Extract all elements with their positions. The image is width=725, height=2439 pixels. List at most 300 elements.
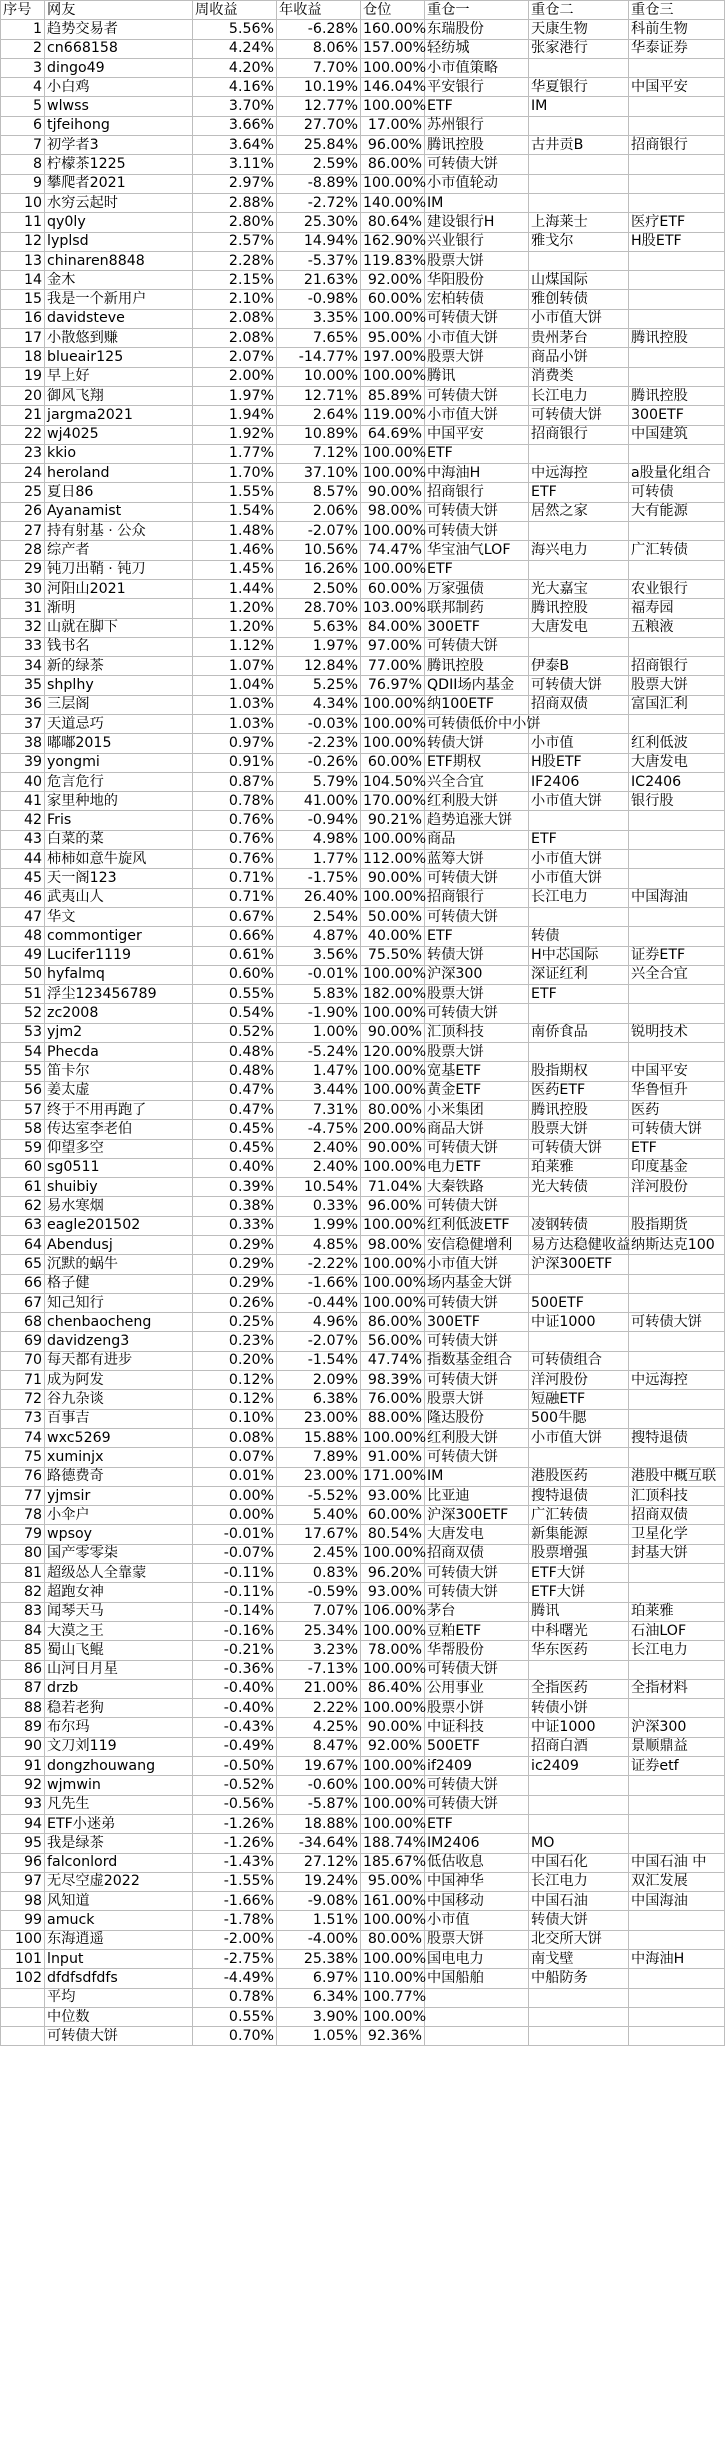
row-index-cell: 27 <box>1 522 45 541</box>
top-holding-2-cell: 易方达稳健收益 <box>529 1236 629 1255</box>
top-holding-1-cell: 场内基金大饼 <box>425 1274 529 1293</box>
weekly-return-cell: -0.52% <box>193 1776 277 1795</box>
weekly-return-cell: 0.66% <box>193 927 277 946</box>
user-name-cell: jargma2021 <box>45 406 193 425</box>
user-name-cell: 稳若老狗 <box>45 1699 193 1718</box>
weekly-return-cell: -0.07% <box>193 1544 277 1563</box>
top-holding-1-cell: 公用事业 <box>425 1679 529 1698</box>
row-index-cell: 75 <box>1 1448 45 1467</box>
row-index-cell: 10 <box>1 193 45 212</box>
top-holding-1-cell: ETF <box>425 927 529 946</box>
user-name-cell: cn668158 <box>45 39 193 58</box>
row-index-cell: 81 <box>1 1564 45 1583</box>
top-holding-3-cell <box>629 155 725 174</box>
top-holding-2-cell: 腾讯控股 <box>529 599 629 618</box>
table-row <box>1 792 725 811</box>
top-holding-1-cell <box>425 1988 529 2007</box>
table-row <box>1 251 725 270</box>
annual-return-cell: 10.89% <box>277 425 361 444</box>
table-row <box>1 309 725 328</box>
weekly-return-cell: -0.49% <box>193 1737 277 1756</box>
table-row <box>1 695 725 714</box>
top-holding-1-cell: 可转债大饼 <box>425 1583 529 1602</box>
table-row <box>1 522 725 541</box>
user-name-cell: dongzhouwang <box>45 1757 193 1776</box>
position-cell: 100.00% <box>361 174 425 193</box>
position-cell: 104.50% <box>361 772 425 791</box>
top-holding-1-cell: QDII场内基金 <box>425 676 529 695</box>
annual-return-cell: 4.25% <box>277 1718 361 1737</box>
table-row <box>1 78 725 97</box>
weekly-return-cell: 1.07% <box>193 657 277 676</box>
top-holding-3-cell: 农业银行 <box>629 579 725 598</box>
annual-return-cell: 1.51% <box>277 1911 361 1930</box>
top-holding-3-cell <box>629 1255 725 1274</box>
top-holding-2-cell: 南戈壁 <box>529 1949 629 1968</box>
position-cell: 95.00% <box>361 329 425 348</box>
weekly-return-cell: 3.70% <box>193 97 277 116</box>
weekly-return-cell: 0.76% <box>193 830 277 849</box>
position-cell: 161.00% <box>361 1892 425 1911</box>
top-holding-1-cell: 股票大饼 <box>425 1043 529 1062</box>
weekly-return-cell: -1.26% <box>193 1834 277 1853</box>
annual-return-cell: 8.47% <box>277 1737 361 1756</box>
weekly-return-cell: 2.08% <box>193 329 277 348</box>
row-index-cell: 83 <box>1 1602 45 1621</box>
position-cell: 92.36% <box>361 2027 425 2046</box>
top-holding-1-cell: 300ETF <box>425 618 529 637</box>
annual-return-cell: 21.63% <box>277 271 361 290</box>
row-index-cell: 57 <box>1 1100 45 1119</box>
user-name-cell: 持有射基 · 公众 <box>45 522 193 541</box>
user-name-cell: yongmi <box>45 753 193 772</box>
table-row <box>1 329 725 348</box>
top-holding-3-cell <box>629 1834 725 1853</box>
weekly-return-cell: 2.00% <box>193 367 277 386</box>
position-cell: 119.83% <box>361 251 425 270</box>
weekly-return-cell: 1.54% <box>193 502 277 521</box>
position-cell: 17.00% <box>361 116 425 135</box>
user-name-cell: 凡先生 <box>45 1795 193 1814</box>
position-cell: 80.54% <box>361 1525 425 1544</box>
table-row <box>1 1679 725 1698</box>
top-holding-3-cell <box>629 290 725 309</box>
user-name-cell: 终于不用再跑了 <box>45 1100 193 1119</box>
position-cell: 76.00% <box>361 1390 425 1409</box>
annual-return-cell: 23.00% <box>277 1467 361 1486</box>
position-cell: 50.00% <box>361 907 425 926</box>
user-name-cell: 钝刀出鞘 · 钝刀 <box>45 560 193 579</box>
position-cell: 96.20% <box>361 1564 425 1583</box>
weekly-return-cell: 0.67% <box>193 907 277 926</box>
row-index-cell: 93 <box>1 1795 45 1814</box>
table-row <box>1 1351 725 1370</box>
row-index-cell: 102 <box>1 1969 45 1988</box>
row-index-cell: 76 <box>1 1467 45 1486</box>
table-row <box>1 1158 725 1177</box>
row-index-cell: 5 <box>1 97 45 116</box>
weekly-return-cell: 0.71% <box>193 869 277 888</box>
top-holding-3-cell <box>629 1293 725 1312</box>
user-name-cell: 柠檬茶1225 <box>45 155 193 174</box>
top-holding-3-cell <box>629 1274 725 1293</box>
position-cell: 76.97% <box>361 676 425 695</box>
annual-return-cell: -7.13% <box>277 1660 361 1679</box>
top-holding-2-cell: 腾讯 <box>529 1602 629 1621</box>
weekly-return-cell: 1.45% <box>193 560 277 579</box>
table-row <box>1 946 725 965</box>
top-holding-3-cell <box>629 907 725 926</box>
top-holding-2-cell: ETF大饼 <box>529 1564 629 1583</box>
row-index-cell: 79 <box>1 1525 45 1544</box>
weekly-return-cell: 1.55% <box>193 483 277 502</box>
top-holding-2-cell: 中证1000 <box>529 1313 629 1332</box>
top-holding-1-cell: 中国平安 <box>425 425 529 444</box>
top-holding-1-cell: 可转债大饼 <box>425 869 529 888</box>
annual-return-cell: -5.87% <box>277 1795 361 1814</box>
top-holding-2-cell: 招商双债 <box>529 695 629 714</box>
top-holding-3-cell <box>629 193 725 212</box>
weekly-return-cell: 1.20% <box>193 599 277 618</box>
top-holding-2-cell: 光大转债 <box>529 1178 629 1197</box>
user-name-cell: qy0ly <box>45 213 193 232</box>
user-name-cell: 风知道 <box>45 1892 193 1911</box>
annual-return-cell: -0.98% <box>277 290 361 309</box>
annual-return-cell: -0.01% <box>277 965 361 984</box>
row-index-cell: 86 <box>1 1660 45 1679</box>
annual-return-cell: -4.00% <box>277 1930 361 1949</box>
row-index-cell: 67 <box>1 1293 45 1312</box>
position-cell: 75.50% <box>361 946 425 965</box>
top-holding-1-cell: 股票大饼 <box>425 348 529 367</box>
top-holding-2-cell <box>529 193 629 212</box>
annual-return-cell: 12.77% <box>277 97 361 116</box>
weekly-return-cell: 0.55% <box>193 2007 277 2026</box>
weekly-return-cell: 0.78% <box>193 792 277 811</box>
position-cell: 120.00% <box>361 1043 425 1062</box>
annual-return-cell: 12.84% <box>277 657 361 676</box>
weekly-return-cell: 2.07% <box>193 348 277 367</box>
top-holding-2-cell: 医药ETF <box>529 1081 629 1100</box>
top-holding-3-cell: 腾讯控股 <box>629 386 725 405</box>
top-holding-1-cell: 可转债大饼 <box>425 1795 529 1814</box>
weekly-return-cell: -0.40% <box>193 1679 277 1698</box>
top-holding-3-cell <box>629 850 725 869</box>
top-holding-3-cell: 证券ETF <box>629 946 725 965</box>
top-holding-3-cell: 腾讯控股 <box>629 329 725 348</box>
top-holding-1-cell: 中国船舶 <box>425 1969 529 1988</box>
table-row <box>1 464 725 483</box>
top-holding-2-cell: 商品小饼 <box>529 348 629 367</box>
position-cell: 112.00% <box>361 850 425 869</box>
weekly-return-cell: 0.47% <box>193 1081 277 1100</box>
row-index-cell: 48 <box>1 927 45 946</box>
header-position: 仓位 <box>361 1 425 20</box>
weekly-return-cell: 0.71% <box>193 888 277 907</box>
table-row <box>1 985 725 1004</box>
annual-return-cell: -0.94% <box>277 811 361 830</box>
top-holding-1-cell: ETF <box>425 444 529 463</box>
table-row <box>1 1544 725 1563</box>
annual-return-cell: -2.23% <box>277 734 361 753</box>
row-index-cell: 87 <box>1 1679 45 1698</box>
weekly-return-cell: 1.77% <box>193 444 277 463</box>
table-row <box>1 1467 725 1486</box>
table-row <box>1 772 725 791</box>
position-cell: 90.00% <box>361 483 425 502</box>
user-name-cell: 布尔玛 <box>45 1718 193 1737</box>
top-holding-3-cell: 中国平安 <box>629 1062 725 1081</box>
table-row <box>1 1564 725 1583</box>
position-cell: 100.00% <box>361 1621 425 1640</box>
table-row <box>1 1120 725 1139</box>
row-index-cell: 4 <box>1 78 45 97</box>
row-index-cell: 51 <box>1 985 45 1004</box>
weekly-return-cell: 0.29% <box>193 1236 277 1255</box>
top-holding-1-cell: 可转债大饼 <box>425 1139 529 1158</box>
top-holding-1-cell: 平安银行 <box>425 78 529 97</box>
weekly-return-cell: 0.23% <box>193 1332 277 1351</box>
header-top-holding-2: 重仓二 <box>529 1 629 20</box>
annual-return-cell: 0.83% <box>277 1564 361 1583</box>
top-holding-3-cell: 科前生物 <box>629 20 725 39</box>
table-row <box>1 637 725 656</box>
weekly-return-cell: 0.12% <box>193 1371 277 1390</box>
top-holding-3-cell: 中国海油 <box>629 888 725 907</box>
annual-return-cell: 27.12% <box>277 1853 361 1872</box>
top-holding-1-cell: 小市值 <box>425 1911 529 1930</box>
table-row <box>1 1332 725 1351</box>
top-holding-2-cell: 北交所大饼 <box>529 1930 629 1949</box>
top-holding-2-cell: ETF <box>529 830 629 849</box>
position-cell: 100.00% <box>361 1293 425 1312</box>
row-index-cell: 7 <box>1 136 45 155</box>
top-holding-1-cell: 低估收息 <box>425 1853 529 1872</box>
annual-return-cell: 5.40% <box>277 1506 361 1525</box>
top-holding-3-cell: 大唐发电 <box>629 753 725 772</box>
table-row <box>1 1428 725 1447</box>
top-holding-2-cell <box>529 714 629 733</box>
annual-return-cell: 1.99% <box>277 1216 361 1235</box>
user-name-cell: 平均 <box>45 1988 193 2007</box>
top-holding-1-cell: 国电电力 <box>425 1949 529 1968</box>
top-holding-2-cell: ETF <box>529 483 629 502</box>
annual-return-cell: 7.89% <box>277 1448 361 1467</box>
weekly-return-cell: 2.80% <box>193 213 277 232</box>
top-holding-1-cell: 招商银行 <box>425 888 529 907</box>
top-holding-1-cell: 小市值大饼 <box>425 329 529 348</box>
top-holding-2-cell: 广汇转债 <box>529 1506 629 1525</box>
row-index-cell: 28 <box>1 541 45 560</box>
weekly-return-cell: -0.56% <box>193 1795 277 1814</box>
top-holding-2-cell <box>529 174 629 193</box>
position-cell: 100.00% <box>361 1660 425 1679</box>
row-index-cell: 22 <box>1 425 45 444</box>
header-weekly-return: 周收益 <box>193 1 277 20</box>
weekly-return-cell: 0.76% <box>193 850 277 869</box>
row-index-cell: 101 <box>1 1949 45 1968</box>
table-row <box>1 1892 725 1911</box>
annual-return-cell: 15.88% <box>277 1428 361 1447</box>
top-holding-2-cell: 转债小饼 <box>529 1699 629 1718</box>
row-index-cell: 37 <box>1 714 45 733</box>
user-name-cell: 天道忌巧 <box>45 714 193 733</box>
position-cell: 100.00% <box>361 734 425 753</box>
table-row <box>1 1313 725 1332</box>
position-cell: 96.00% <box>361 136 425 155</box>
annual-return-cell: 2.06% <box>277 502 361 521</box>
annual-return-cell: 12.71% <box>277 386 361 405</box>
weekly-return-cell: 1.92% <box>193 425 277 444</box>
top-holding-1-cell: 股票小饼 <box>425 1699 529 1718</box>
weekly-return-cell: 4.24% <box>193 39 277 58</box>
row-index-cell: 14 <box>1 271 45 290</box>
position-cell: 85.89% <box>361 386 425 405</box>
top-holding-3-cell <box>629 1390 725 1409</box>
top-holding-2-cell: 海兴电力 <box>529 541 629 560</box>
top-holding-2-cell <box>529 58 629 77</box>
top-holding-1-cell: 招商双债 <box>425 1544 529 1563</box>
position-cell: 93.00% <box>361 1486 425 1505</box>
weekly-return-cell: 4.20% <box>193 58 277 77</box>
table-row <box>1 271 725 290</box>
top-holding-3-cell <box>629 985 725 1004</box>
row-index-cell: 58 <box>1 1120 45 1139</box>
row-index-cell: 61 <box>1 1178 45 1197</box>
top-holding-2-cell: 中国石化 <box>529 1853 629 1872</box>
annual-return-cell: 23.00% <box>277 1409 361 1428</box>
table-row <box>1 1081 725 1100</box>
top-holding-2-cell: 可转债大饼 <box>529 676 629 695</box>
annual-return-cell: -5.37% <box>277 251 361 270</box>
table-row <box>1 560 725 579</box>
position-cell: 162.90% <box>361 232 425 251</box>
top-holding-1-cell: 腾讯控股 <box>425 136 529 155</box>
user-name-cell: chenbaocheng <box>45 1313 193 1332</box>
top-holding-1-cell: 华阳股份 <box>425 271 529 290</box>
weekly-return-cell: 0.87% <box>193 772 277 791</box>
top-holding-1-cell: 股票大饼 <box>425 1930 529 1949</box>
annual-return-cell: -2.07% <box>277 1332 361 1351</box>
top-holding-1-cell: 红利低波ETF <box>425 1216 529 1235</box>
weekly-return-cell: 5.56% <box>193 20 277 39</box>
user-name-cell: 华文 <box>45 907 193 926</box>
weekly-return-cell: 3.66% <box>193 116 277 135</box>
position-cell: 80.00% <box>361 1930 425 1949</box>
user-name-cell: wpsoy <box>45 1525 193 1544</box>
annual-return-cell: -0.03% <box>277 714 361 733</box>
weekly-return-cell: -0.43% <box>193 1718 277 1737</box>
table-row <box>1 907 725 926</box>
row-index-cell: 99 <box>1 1911 45 1930</box>
top-holding-1-cell: 股票大饼 <box>425 251 529 270</box>
weekly-return-cell: -0.40% <box>193 1699 277 1718</box>
position-cell: 100.00% <box>361 888 425 907</box>
position-cell: 100.00% <box>361 2007 425 2026</box>
weekly-return-cell: 0.78% <box>193 1988 277 2007</box>
table-row <box>1 193 725 212</box>
weekly-return-cell: 2.10% <box>193 290 277 309</box>
table-row <box>1 1699 725 1718</box>
table-row <box>1 927 725 946</box>
top-holding-2-cell: 雅创转债 <box>529 290 629 309</box>
user-name-cell: 谷九杂谈 <box>45 1390 193 1409</box>
top-holding-2-cell: 长江电力 <box>529 386 629 405</box>
position-cell: 100.00% <box>361 367 425 386</box>
position-cell: 78.00% <box>361 1641 425 1660</box>
table-row <box>1 232 725 251</box>
weekly-return-cell: 0.45% <box>193 1139 277 1158</box>
weekly-return-cell: 0.45% <box>193 1120 277 1139</box>
table-row <box>1 174 725 193</box>
top-holding-1-cell: 黄金ETF <box>425 1081 529 1100</box>
user-name-cell: 夏日86 <box>45 483 193 502</box>
annual-return-cell: 7.65% <box>277 329 361 348</box>
position-cell: 100.00% <box>361 1949 425 1968</box>
top-holding-1-cell: ETF <box>425 97 529 116</box>
top-holding-3-cell: 招商双债 <box>629 1506 725 1525</box>
annual-return-cell: 7.31% <box>277 1100 361 1119</box>
user-name-cell: drzb <box>45 1679 193 1698</box>
table-row <box>1 1853 725 1872</box>
weekly-return-cell: -1.26% <box>193 1814 277 1833</box>
position-cell: 100.00% <box>361 1062 425 1081</box>
top-holding-2-cell: 股票增强 <box>529 1544 629 1563</box>
annual-return-cell: 5.63% <box>277 618 361 637</box>
table-row <box>1 1023 725 1042</box>
weekly-return-cell: 0.00% <box>193 1506 277 1525</box>
top-holding-3-cell: 招商银行 <box>629 657 725 676</box>
row-index-cell: 77 <box>1 1486 45 1505</box>
top-holding-3-cell: 福寿园 <box>629 599 725 618</box>
weekly-return-cell: 1.03% <box>193 695 277 714</box>
top-holding-1-cell: 腾讯控股 <box>425 657 529 676</box>
user-name-cell: wj4025 <box>45 425 193 444</box>
top-holding-2-cell: 光大嘉宝 <box>529 579 629 598</box>
top-holding-2-cell: 大唐发电 <box>529 618 629 637</box>
weekly-return-cell: 0.07% <box>193 1448 277 1467</box>
table-row <box>1 1506 725 1525</box>
user-name-cell: commontiger <box>45 927 193 946</box>
top-holding-2-cell: 小市值大饼 <box>529 792 629 811</box>
top-holding-3-cell: 石油LOF <box>629 1621 725 1640</box>
annual-return-cell: 2.54% <box>277 907 361 926</box>
row-index-cell: 42 <box>1 811 45 830</box>
top-holding-1-cell: 可转债低价中小饼 <box>425 714 529 733</box>
user-name-cell: wjmwin <box>45 1776 193 1795</box>
top-holding-3-cell: 洋河股份 <box>629 1178 725 1197</box>
weekly-return-cell: 0.20% <box>193 1351 277 1370</box>
top-holding-3-cell <box>629 1564 725 1583</box>
top-holding-3-cell <box>629 1930 725 1949</box>
user-name-cell: xuminjx <box>45 1448 193 1467</box>
top-holding-1-cell: 茅台 <box>425 1602 529 1621</box>
top-holding-2-cell: 腾讯控股 <box>529 1100 629 1119</box>
user-name-cell: 渐明 <box>45 599 193 618</box>
position-cell: 71.04% <box>361 1178 425 1197</box>
top-holding-3-cell: ETF <box>629 1139 725 1158</box>
position-cell: 47.74% <box>361 1351 425 1370</box>
top-holding-2-cell: ETF大饼 <box>529 1583 629 1602</box>
row-index-cell: 97 <box>1 1872 45 1891</box>
user-name-cell: yjm2 <box>45 1023 193 1042</box>
row-index-cell: 90 <box>1 1737 45 1756</box>
table-row <box>1 1602 725 1621</box>
top-holding-1-cell: 股票大饼 <box>425 985 529 1004</box>
top-holding-1-cell: 可转债大饼 <box>425 1293 529 1312</box>
position-cell: 40.00% <box>361 927 425 946</box>
top-holding-2-cell: 长江电力 <box>529 888 629 907</box>
